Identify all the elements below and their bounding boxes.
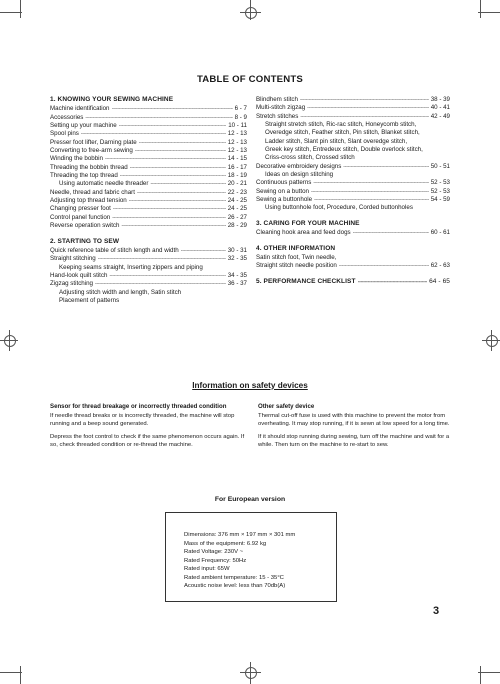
spec-line: Dimensions: 376 mm × 197 mm × 301 mm: [184, 532, 296, 538]
toc-section1-list: [50, 105, 247, 230]
european-version-title: For European version: [214, 496, 286, 503]
toc-entry[interactable]: Straight stitch needle position - - - 62 - 63: [256, 262, 450, 270]
toc-entry[interactable]: Setting up your machine - - - 10 - 11: [50, 122, 247, 130]
toc-entry[interactable]: Zigzag stitching - - - 36 - 37: [50, 280, 247, 288]
toc-entry-text: Satin stitch foot, Twin needle,: [256, 253, 337, 261]
toc-entry[interactable]: Multi-stitch zigzag - - - 40 - 41: [256, 104, 450, 112]
toc-subentry: Greek key stitch, Entredeux stitch, Double overlock stitch,: [265, 146, 423, 154]
toc-subentry: Using buttonhole foot, Procedure, Corded buttonholes: [265, 204, 413, 212]
toc-entry[interactable]: Sewing a buttonhole - - - 54 - 59: [256, 196, 450, 204]
safety-right-heading: Other safety device: [258, 403, 315, 410]
toc-entry[interactable]: Threading the top thread - - - 18 - 19: [50, 172, 247, 180]
european-specs-list: [184, 531, 295, 591]
toc-entry[interactable]: Spool pins - - - 12 - 13: [50, 130, 247, 138]
spec-line: Rated Frequency: 50Hz: [184, 557, 247, 564]
toc-entry[interactable]: Control panel function - - - 26 - 27: [50, 214, 247, 222]
safety-left-heading: Sensor for thread breakage or incorrectly threaded condition: [50, 403, 227, 410]
safety-left-paragraph-2: Depress the foot control to check if the same phenomenon occurs again. If so, check threaded condition or re-thread the machine.: [50, 434, 245, 448]
toc-entry[interactable]: Blindhem stitch - - - 38 - 39: [256, 96, 450, 104]
safety-right-block: [258, 403, 451, 456]
toc-entry[interactable]: Threading the bobbin thread - - - 16 - 17: [50, 164, 247, 172]
toc-entry[interactable]: Hand-look quilt stitch - - - 34 - 35: [50, 272, 247, 280]
toc-left-column: [50, 96, 247, 305]
toc-subentry: Keeping seams straight, Inserting zippers and piping: [59, 263, 203, 271]
toc-section-heading: 2. STARTING TO SEW: [50, 237, 120, 245]
page-number: 3: [433, 605, 440, 617]
spec-line: Acoustic noise level: less than 70db(A): [184, 583, 286, 589]
toc-subentry: Adjusting stitch width and length, Satin stitch: [59, 288, 182, 296]
toc-entry[interactable]: Stretch stitches - - - 42 - 49: [256, 113, 450, 121]
toc-entry[interactable]: Adjusting top thread tension - - - 24 - 25: [50, 197, 247, 205]
toc-subentry: Straight stretch stitch, Ric-rac stitch, Honeycomb stitch,: [265, 121, 417, 129]
toc-entry[interactable]: Machine identification - - - 6 - 7: [50, 105, 247, 113]
safety-section-title: Information on safety devices: [192, 381, 308, 390]
toc-section-heading: 3. CARING FOR YOUR MACHINE: [256, 219, 360, 227]
toc-entry-section5[interactable]: 5. PERFORMANCE CHECKLIST - - - 64 - 65: [256, 278, 450, 286]
toc-entry[interactable]: Decorative embroidery designs - - - 50 - 51: [256, 163, 450, 171]
toc-entry[interactable]: Quick reference table of stitch length and width - - - 30 - 31: [50, 247, 247, 255]
spec-line: Rated input: 65W: [184, 566, 230, 572]
spec-line: Rated Voltage: 230V ~: [184, 549, 244, 555]
safety-left-block: [50, 403, 246, 456]
toc-entry[interactable]: Reverse operation switch - - - 28 - 29: [50, 222, 247, 230]
toc-entry[interactable]: Accessories - - - 8 - 9: [50, 114, 247, 122]
toc-entry[interactable]: Winding the bobbin - - - 14 - 15: [50, 155, 247, 163]
toc-entry[interactable]: Presser foot lifter, Darning plate - - - 12 - 13: [50, 139, 247, 147]
toc-subentry: Overedge stitch, Feather stitch, Pin stitch, Blanket stitch,: [265, 129, 420, 137]
spec-line: Mass of the equipment: 6.92 kg: [184, 540, 267, 547]
toc-subentry: Criss-cross stitch, Crossed stitch: [265, 154, 355, 162]
safety-right-paragraph-1: Thermal cut-off fuse is used with this machine to prevent the motor from overheating. It may stop running, if it is sewn at low speed for a long time.: [258, 413, 450, 427]
european-specs-box: [165, 512, 337, 602]
safety-right-paragraph-2: If it should stop running during sewing, turn off the machine and wait for a while. Then turn on the machine to re-start to sew.: [258, 434, 450, 448]
toc-section-heading: 1. KNOWING YOUR SEWING MACHINE: [50, 96, 174, 103]
toc-entry[interactable]: Changing presser foot - - - 24 - 25: [50, 205, 247, 213]
toc-entry[interactable]: Straight stitching - - - 32 - 35: [50, 255, 247, 263]
spec-line: Rated ambient temperature: 15 - 35°C: [184, 574, 284, 581]
toc-section-heading: 4. OTHER INFORMATION: [256, 244, 336, 252]
toc-entry[interactable]: Sewing on a button - - - 52 - 53: [256, 188, 450, 196]
toc-entry[interactable]: Needle, thread and fabric chart - - - 22 - 23: [50, 189, 247, 197]
page-title: TABLE OF CONTENTS: [196, 74, 304, 85]
toc-entry[interactable]: Cleaning hook area and feed dogs - - - 60 - 61: [256, 229, 450, 237]
toc-subentry: Placement of patterns: [59, 296, 120, 304]
toc-subentry: Ladder stitch, Slant pin stitch, Slant overedge stitch,: [265, 137, 408, 145]
toc-entry[interactable]: Continuous patterns - - - 52 - 53: [256, 179, 450, 187]
safety-left-paragraph-1: If needle thread breaks or is incorrectly threaded, the machine will stop running and a beep sound generated.: [50, 413, 235, 427]
toc-entry[interactable]: Using automatic needle threader - - - 20 - 21: [50, 180, 247, 188]
toc-entry[interactable]: Converting to free-arm sewing - - - 12 - 13: [50, 147, 247, 155]
toc-subentry: Ideas on design stitching: [265, 171, 334, 179]
toc-right-column: [256, 96, 450, 287]
